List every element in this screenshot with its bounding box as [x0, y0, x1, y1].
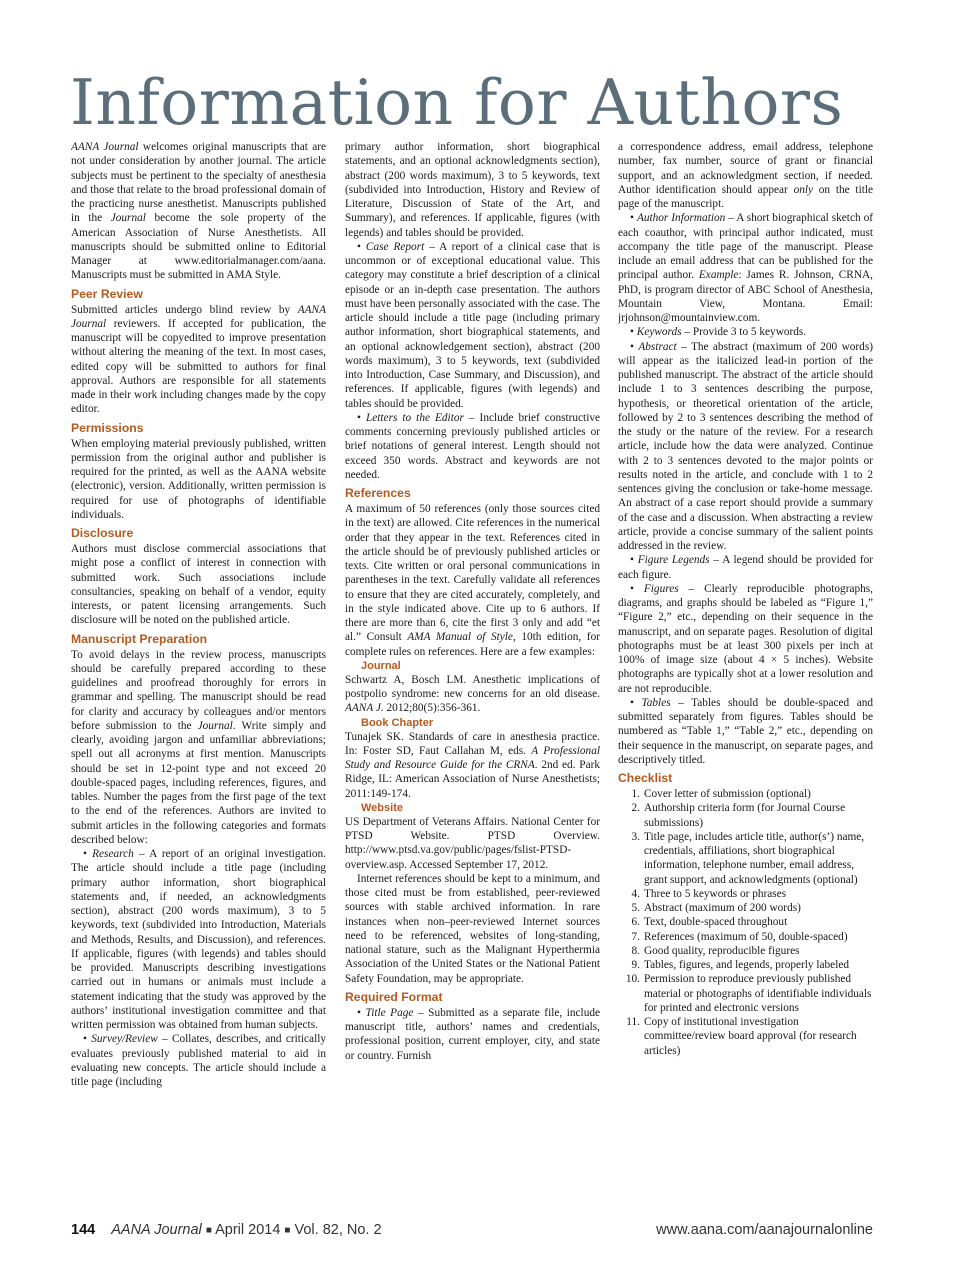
checklist-item-text: Text, double-spaced throughout	[644, 916, 788, 929]
text-run: – Collates, describes, and critically evaluates previously published material to aid in evaluating new concepts. The article should include a title page (including	[71, 1033, 326, 1088]
checklist-item	[618, 972, 873, 1015]
italic-text: Tables	[641, 696, 671, 709]
text-run: – A report of an original investigation. The article should include a title page (including primary author information, short biographical statements and, if needed, an acknowledgments section), abstract (200 words maximum), 3 to 5 keywords, text (subdivided into Introduction, Materials and Methods, Results, and Discussion), and references. If applicable, figures (with legends) and tables should be provided. Manuscripts describing investigations carried out in humans or animals must include a statement indicating that the study was approved by the authors’ institutional investigation committee and that written permission was obtained from human subjects.	[71, 848, 326, 1031]
text-run: reviewers. If accepted for publication, the manuscript will be copyedited to improve presentation without altering the meaning of the text. In most cases, edited copy will be submitted to authors for final approval. Authors are responsible for all statements made in their work including changes made by the copy editor.	[71, 317, 326, 416]
text-run: : James R. Johnson, CRNA, PhD, is program director of ABC School of Anesthesia, Mountain View, Montana. Email: jrjohnson@mountainview.com.	[618, 269, 873, 324]
text-run: . Write simply and clearly, avoiding jargon and unfamiliar abbreviations; spell out all acronyms at first mention. Manuscripts should be set in 12-point type and not exceed 20 double-spaced pages, including references, figures, and tables. Number the pages from the first page of the text to the end of the references. Authors are invited to submit articles in the following categories and formats described below:	[71, 719, 326, 846]
manuscript-preparation-heading: Manuscript Preparation	[71, 631, 208, 646]
checklist-item-number: 1.	[631, 788, 640, 800]
references-heading: References	[345, 486, 411, 500]
checklist-item-text: Cover letter of submission (optional)	[644, 788, 811, 800]
italic-text: Journal	[110, 212, 146, 225]
italic-text: A Professional Study and Resource Guide for the CRNA	[345, 744, 600, 771]
tables-bullet	[618, 696, 873, 767]
text-run: become the sole property of the American Association of Nurse Anesthetists. All manuscripts should be submitted online to Editorial Manager at www.editorialmanager.com/aana. Manuscripts must be submitted in AMA Style.	[71, 212, 326, 282]
permissions-heading: Permissions	[71, 420, 144, 435]
text-run: To avoid delays in the review process, manuscripts should be carefully prepared according to these guidelines and proofread thoroughly for errors in grammar and spelling. The manuscript should be read for clarity and accuracy by colleagues and/or mentors before submission to the	[71, 648, 326, 732]
references-paragraph	[345, 502, 600, 659]
italic-text: AANA J.	[345, 702, 384, 715]
italic-text: Author Information	[636, 212, 726, 225]
checklist-item-text: Permission to reproduce previously published material or photographs of identifiable individuals for printed and electronic versions	[644, 973, 872, 1014]
figure-legends-bullet	[618, 553, 873, 582]
checklist-item-number: 11.	[626, 1016, 640, 1028]
text-run: Tunajek SK. Standards of care in anesthesia practice. In: Foster SD, Faut Callahan M, eds.	[345, 730, 600, 757]
footer-journal-name: AANA Journal	[111, 1222, 202, 1238]
checklist-item-number: 4.	[631, 887, 640, 900]
checklist-item	[618, 787, 873, 801]
checklist-item-number: 8.	[631, 944, 640, 957]
italic-text: Research	[92, 848, 134, 860]
checklist-item-text: Abstract (maximum of 200 words)	[644, 902, 801, 914]
checklist-item-text: Tables, figures, and legends, properly labeled	[644, 959, 849, 971]
survey-review-continued: primary author information, short biographical statements, and an optional acknowledgments section), abstract (200 words maximum), 3 to 5 keywords, text (subdivided into Introduction, History and Review of Literature, Discussion of State of the Art, and Summary), and references. If applicable, figures (with legends) and tables should be provided.	[345, 141, 600, 239]
text-run: , 10th edition, for complete rules on references. Here are a few examples:	[345, 631, 600, 658]
checklist-item-number: 9.	[631, 959, 640, 971]
survey-review-bullet	[71, 1032, 326, 1089]
checklist-item-text: References (maximum of 50, double-spaced)	[644, 930, 848, 943]
research-bullet	[71, 847, 326, 1032]
checklist-heading: Checklist	[618, 771, 673, 785]
italic-text: AANA Journal	[71, 141, 139, 153]
text-run: •	[83, 1033, 92, 1046]
italic-text: Title Page	[365, 1006, 414, 1019]
permissions-paragraph: When employing material previously published, written permission from the original author and publisher is required for the printed, as well as the AANA website (electronic), version. Additionally, written permission is required for use of photographs of identifiable individuals.	[71, 437, 326, 521]
checklist-item	[618, 1015, 873, 1058]
text-run: •	[630, 582, 644, 595]
checklist-item	[618, 830, 873, 887]
journal-example-heading: Journal	[361, 659, 401, 672]
footer-date: April 2014	[215, 1222, 281, 1238]
required-format-heading: Required Format	[345, 989, 443, 1004]
checklist-item	[618, 801, 873, 830]
text-run: – Include brief constructive comments concerning previously published articles or brief notations of general interest. Length should not exceed 350 words. Abstract and keywords are not needed.	[345, 411, 600, 481]
italic-text: Figure Legends	[637, 554, 710, 567]
page-title: Information for Authors	[70, 66, 844, 139]
book-chapter-example	[345, 730, 600, 801]
checklist-item-number: 3.	[631, 830, 640, 843]
footer-separator: ■	[284, 1225, 291, 1236]
text-run: – A report of a clinical case that is uncommon or of exceptional educational value. This category may constitute a brief description of a clinical episode or an in-depth case presentation. The authors must have been personally associated with the case. The article should include a title page (including primary author information, short biographical statements, and an optional acknowledgement section), abstract (200 words maximum), 3 to 5 keywords, text (subdivided into Introduction, Case Summary, and Discussion), and references. If applicable, figures (with legends) and tables should be provided.	[345, 240, 600, 410]
checklist-item-text: Copy of institutional investigation committee/review board approval (for research articles)	[644, 1016, 857, 1057]
text-run: – Tables should be double-spaced and submitted separately from figures. Tables should be numbered as “Table 1,” “Table 2,” etc., depending on their sequence in the manuscript, on separate pages, and descriptively titled.	[618, 696, 873, 766]
case-report-bullet	[345, 240, 600, 411]
text-run: •	[630, 696, 642, 709]
checklist-item	[618, 887, 873, 901]
italic-text: AMA Manual of Style	[407, 631, 513, 644]
checklist	[618, 787, 873, 1058]
abstract-bullet	[618, 340, 873, 554]
italic-text: Abstract	[638, 340, 677, 353]
checklist-item-text: Authorship criteria form (for Journal Course submissions)	[644, 802, 846, 829]
author-information-bullet	[618, 211, 873, 325]
checklist-item-text: Title page, includes article title, author(s’) name, credentials, affiliations, short biographical information, telephone number, email address, grant support, and acknowledgments (optional)	[644, 830, 865, 886]
text-run: – Provide 3 to 5 keywords.	[681, 326, 807, 339]
checklist-item	[618, 944, 873, 958]
intro-paragraph	[71, 140, 326, 283]
text-run: 2012;80(5):356-361.	[383, 702, 481, 715]
disclosure-heading: Disclosure	[71, 526, 134, 540]
italic-text: Figures	[643, 582, 679, 595]
checklist-item-number: 7.	[631, 930, 640, 943]
text-run: Submitted articles undergo blind review by	[71, 303, 298, 316]
checklist-item	[618, 901, 873, 915]
peer-review-heading: Peer Review	[71, 286, 143, 301]
checklist-item-number: 6.	[631, 916, 640, 929]
text-run: •	[630, 554, 638, 567]
text-run: – A short biographical sketch of each coauthor, with principal author indicated, must accompany the title page of the manuscript. Please include an email address that can be published for the principal author.	[618, 212, 873, 282]
text-run: . 2nd ed. Park Ridge, IL: American Association of Nurse Anesthetists; 2011:149-174.	[345, 759, 600, 800]
text-run: a correspondence address, email address, telephone number, fax number, source of grant or financial support, and an acknowledgment section, if needed. Author identification should appear	[618, 141, 873, 196]
text-run: welcomes original manuscripts that are not under consideration by another journal. The article subjects must be pertinent to the specialty of anesthesia and those that relate to the broad professional domain of the practicing nurse anesthetist. Manuscripts published in the	[71, 141, 326, 225]
checklist-item	[618, 930, 873, 944]
internet-references-paragraph: Internet references should be kept to a minimum, and those cited must be from established, peer-reviewed sources with stable archived information. In rare instances when non–peer-reviewed Internet sources need to be referenced, websites of long-standing, national stature, such as the Malignant Hyperthermia Association of the United States or the National Patient Safety Foundation, may be appropriate.	[345, 872, 600, 985]
text-run: – A legend should be provided for each figure.	[618, 554, 873, 581]
manuscript-preparation-paragraph	[71, 648, 326, 848]
peer-review-paragraph	[71, 303, 326, 417]
text-run: •	[630, 212, 637, 225]
italic-text: only	[793, 183, 814, 196]
title-page-bullet	[345, 1006, 600, 1063]
checklist-item	[618, 915, 873, 929]
italic-text: Journal	[197, 719, 233, 732]
text-run: – Clearly reproducible photographs, diagrams, and graphs should be labeled as “Figure 1,” “Figure 2,” etc., depending on their sequence in the manuscript, and on separate pages. Resolution of digital photographs must be at least 300 pixels per inch at 100% of image size (about 4 × 5 inches). Website photographs are typically shot at a lower resolution and are not reproducible.	[618, 582, 873, 695]
letters-bullet	[345, 411, 600, 482]
column-2	[345, 140, 600, 1198]
journal-example	[345, 673, 600, 716]
checklist-item	[618, 958, 873, 972]
text-run: Schwartz A, Bosch LM. Anesthetic implications of postpolio syndrome: new concerns for an old disease.	[345, 673, 600, 700]
footer-separator: ■	[205, 1225, 212, 1236]
column-3	[618, 140, 873, 1198]
title-page-continued	[618, 140, 873, 211]
checklist-item-number: 5.	[631, 902, 640, 914]
text-run: on the title page of the manuscript.	[618, 183, 873, 210]
italic-text: Example	[698, 269, 739, 282]
keywords-bullet	[618, 325, 873, 339]
italic-text: AANA Journal	[71, 303, 326, 330]
italic-text: Letters to the Editor	[365, 411, 464, 424]
footer-volume: Vol. 82, No. 2	[294, 1222, 382, 1238]
disclosure-paragraph: Authors must disclose commercial associations that might pose a conflict of interest in connection with submitted work. Such associations include consultancies, speaking on behalf of a vendor, equity interests, or patent licensing arrangements. Such disclosure will be noted on the published article.	[71, 543, 326, 627]
website-example-heading: Website	[361, 801, 403, 814]
italic-text: Survey/Review	[91, 1033, 158, 1046]
figures-bullet	[618, 582, 873, 696]
book-chapter-example-heading: Book Chapter	[361, 716, 434, 729]
text-run: – The abstract (maximum of 200 words) will appear as the italicized lead-in portion of the published manuscript. The abstract of the article should include 1 to 3 sentences describing the purpose, hypothesis, or theoretical orientation of the article, followed by 2 to 3 sentences describing the method of the study or the nature of the review. For a research article, include how the data were analyzed. Continue with 2 to 3 sentences devoted to the major points or results noted in the article, and conclude with 1 to 2 sentences giving the conclusion or take-home message. An abstract of a case report should provide a summary of the case and a discussion. When abstracting a review article, provide a concise summary of the salient points addressed in the review.	[618, 340, 873, 552]
text-run: •	[357, 411, 366, 424]
footer-url: www.aana.com/aanajournalonline	[656, 1222, 873, 1238]
text-run: •	[630, 326, 637, 339]
text-run: •	[630, 340, 639, 353]
column-1	[71, 140, 326, 1198]
text-run: – Submitted as a separate file, include manuscript title, authors’ names and credentials, professional position, current employer, city, and state or country. Furnish	[345, 1006, 600, 1062]
text-run: •	[357, 240, 366, 253]
checklist-item-text: Good quality, reproducible figures	[644, 944, 800, 957]
page-number: 144	[71, 1222, 96, 1238]
italic-text: Keywords	[636, 326, 682, 339]
text-run: •	[83, 848, 93, 860]
text-run: A maximum of 50 references (only those sources cited in the text) are allowed. Cite references in the numerical order that they appear in the text. References cited in the article should be of previously published articles or texts. Cite written or oral personal communications in parentheses in the text. Carefully validate all references to ensure that they are cited accurately, completely, and in the style indicated above. Cite up to 6 authors. If there are more than 6, cite the first 3 only and add “et al.” Consult	[345, 503, 600, 644]
checklist-item-number: 2.	[631, 802, 640, 815]
page-footer	[71, 1222, 873, 1242]
website-example: US Department of Veterans Affairs. National Center for PTSD Website. PTSD Overview. http://www.ptsd.va.gov/public/pages/fslist-PTSD-overview.asp. Accessed September 17, 2012.	[345, 815, 600, 871]
checklist-item-number: 10.	[625, 973, 640, 986]
italic-text: Case Report	[365, 240, 425, 253]
text-run: •	[357, 1006, 366, 1019]
checklist-item-text: Three to 5 keywords or phrases	[644, 887, 787, 900]
